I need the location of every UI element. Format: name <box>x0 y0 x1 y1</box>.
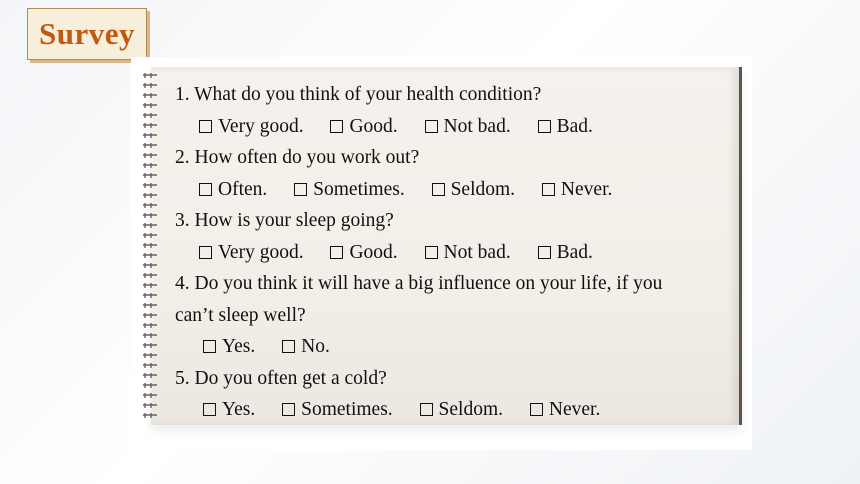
checkbox-icon[interactable] <box>203 403 216 416</box>
checkbox-icon[interactable] <box>425 120 438 133</box>
checkbox-icon[interactable] <box>294 183 307 196</box>
checkbox-icon[interactable] <box>432 183 445 196</box>
q2-option-3[interactable]: Seldom. <box>432 174 515 206</box>
checkbox-icon[interactable] <box>542 183 555 196</box>
question-1: 1. What do you think of your health condition? <box>175 84 542 105</box>
survey-title: Survey <box>39 16 135 51</box>
checkbox-icon[interactable] <box>330 120 343 133</box>
question-1-options <box>175 111 735 143</box>
q3-option-3[interactable]: Not bad. <box>425 237 511 269</box>
question-3-options <box>175 237 735 269</box>
q3-option-2[interactable]: Good. <box>330 237 397 269</box>
question-5: 5. Do you often get a cold? <box>175 367 387 389</box>
q1-option-4[interactable]: Bad. <box>538 111 593 143</box>
q4-option-1[interactable]: Yes. <box>203 331 255 363</box>
question-4-line-2: can’t sleep well? <box>175 304 306 326</box>
q2-option-4[interactable]: Never. <box>542 174 612 206</box>
checkbox-icon[interactable] <box>530 403 543 416</box>
checkbox-icon[interactable] <box>282 340 295 353</box>
question-3: 3. How is your sleep going? <box>175 210 394 231</box>
survey-title-box <box>27 8 147 60</box>
checkbox-icon[interactable] <box>199 183 212 196</box>
checkbox-icon[interactable] <box>420 403 433 416</box>
question-4-options <box>175 331 735 363</box>
checkbox-icon[interactable] <box>282 403 295 416</box>
q4-option-2[interactable]: No. <box>282 331 330 363</box>
question-2: 2. How often do you work out? <box>175 147 420 168</box>
question-5-options <box>175 394 735 426</box>
survey-notebook <box>131 57 752 450</box>
q5-option-2[interactable]: Sometimes. <box>282 394 393 426</box>
checkbox-icon[interactable] <box>330 246 343 259</box>
question-2-options <box>175 174 735 206</box>
q5-option-4[interactable]: Never. <box>530 394 600 426</box>
checkbox-icon[interactable] <box>199 120 212 133</box>
q5-option-3[interactable]: Seldom. <box>420 394 503 426</box>
checkbox-icon[interactable] <box>538 120 551 133</box>
q3-option-1[interactable]: Very good. <box>199 237 304 269</box>
checkbox-icon[interactable] <box>203 340 216 353</box>
checkbox-icon[interactable] <box>199 246 212 259</box>
q2-option-1[interactable]: Often. <box>199 174 267 206</box>
spiral-binding-icon <box>139 71 163 426</box>
q3-option-4[interactable]: Bad. <box>538 237 593 269</box>
checkbox-icon[interactable] <box>425 246 438 259</box>
checkbox-icon[interactable] <box>538 246 551 259</box>
q2-option-2[interactable]: Sometimes. <box>294 174 405 206</box>
q1-option-2[interactable]: Good. <box>330 111 397 143</box>
survey-content <box>175 79 735 426</box>
q1-option-3[interactable]: Not bad. <box>425 111 511 143</box>
q5-option-1[interactable]: Yes. <box>203 394 255 426</box>
q1-option-1[interactable]: Very good. <box>199 111 304 143</box>
question-4-line-1: 4. Do you think it will have a big influence on your life, if you <box>175 273 663 294</box>
